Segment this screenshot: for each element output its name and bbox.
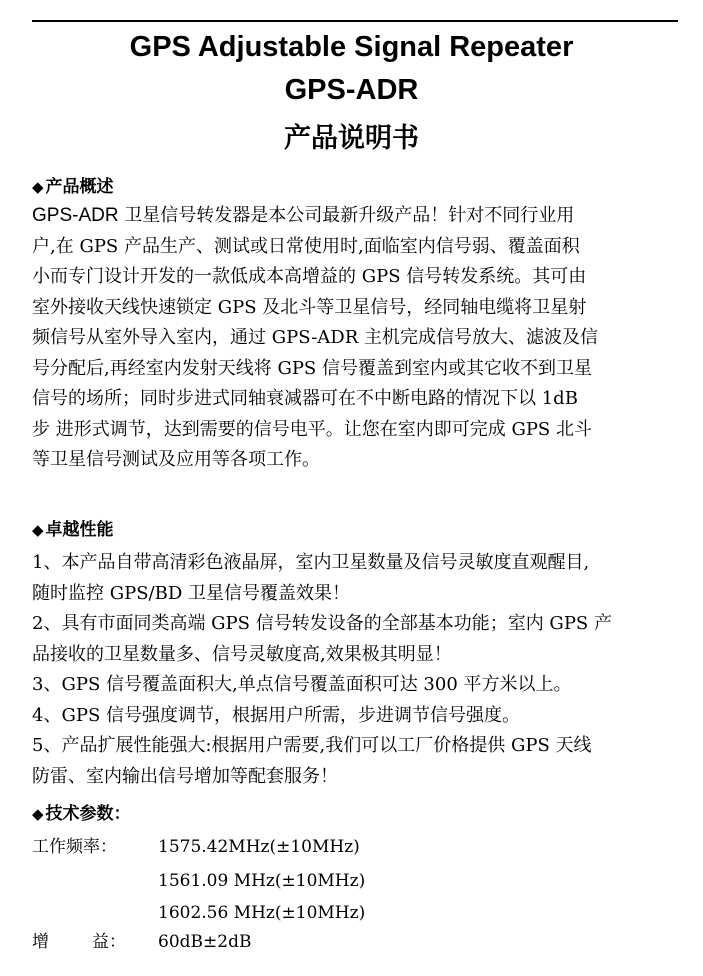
overview-line: 室外接收天线快速锁定 GPS 及北斗等卫星信号，经同轴电缆将卫星射 (32, 296, 587, 318)
feature-line: 2、具有市面同类高端 GPS 信号转发设备的全部基本功能；室内 GPS 产 (32, 613, 612, 634)
feature-line: 3、GPS 信号覆盖面积大,单点信号覆盖面积可达 300 平方米以上。 (32, 674, 572, 695)
overview-heading-text: 产品概述 (45, 177, 114, 197)
product-title: GPS Adjustable Signal Repeater (129, 31, 574, 63)
overview-heading (32, 176, 114, 198)
feature-line: 品接收的卫星数量多、信号灵敏度高,效果极其明显！ (32, 643, 452, 665)
features-heading (32, 519, 114, 541)
features-list (32, 548, 682, 792)
overview-line: 步 进形式调节，达到需要的信号电平。让您在室内即可完成 GPS 北斗 (32, 418, 592, 440)
overview-line: 小而专门设计开发的一款低成本高增益的 GPS 信号转发系统。其可由 (32, 266, 587, 287)
overview-lead: GPS-ADR (32, 205, 119, 226)
feature-line: 5、产品扩展性能强大:根据用户需要,我们可以工厂价格提供 GPS 天线 (32, 735, 592, 756)
feature-line: 随时监控 GPS/BD 卫星信号覆盖效果！ (32, 582, 350, 604)
top-rule (32, 20, 678, 22)
diamond-bullet-icon: ◆ (32, 805, 44, 823)
manual-subtitle: 产品说明书 (284, 123, 419, 154)
overview-paragraph (32, 201, 682, 476)
overview-line: 信号的场所；同时步进式同轴衰减器可在不中断电路的情况下以 1dB (32, 388, 578, 409)
diamond-bullet-icon: ◆ (32, 178, 44, 196)
overview-line: 频信号从室外导入室内，通过 GPS-ADR 主机完成信号放大、滤波及信 (32, 327, 598, 348)
diamond-bullet-icon: ◆ (32, 521, 44, 539)
spec-gain-value: 60dB±2dB (158, 932, 252, 952)
specs-heading (32, 803, 131, 825)
spec-gain-label-first: 增 (32, 932, 49, 952)
overview-line: 号分配后,再经室内发射天线将 GPS 信号覆盖到室内或其它收不到卫星 (32, 357, 592, 379)
spec-frequency-value: 1561.09 MHz(±10MHz) (158, 871, 366, 891)
spec-frequency-value: 1602.56 MHz(±10MHz) (158, 903, 366, 923)
specs-heading-text: 技术参数： (45, 804, 131, 824)
features-heading-text: 卓越性能 (45, 520, 114, 540)
product-model: GPS-ADR (284, 74, 419, 106)
overview-line: GPS-ADR 卫星信号转发器是本公司最新升级产品！针对不同行业用 (32, 205, 575, 226)
overview-line: 等卫星信号测试及应用等各项工作。 (32, 449, 320, 470)
feature-line: 防雷、室内输出信号增加等配套服务！ (32, 765, 338, 787)
spec-frequency-value: 1575.42MHz(±10MHz) (158, 837, 360, 857)
spec-gain-label-second: 益： (92, 932, 126, 952)
feature-line: 1、本产品自带高清彩色液晶屏，室内卫星数量及信号灵敏度直观醒目, (32, 552, 590, 573)
overview-line: 户,在 GPS 产品生产、测试或日常使用时,面临室内信号弱、覆盖面积 (32, 235, 580, 257)
spec-frequency-label: 工作频率： (32, 837, 117, 857)
feature-line: 4、GPS 信号强度调节，根据用户所需，步进调节信号强度。 (32, 704, 520, 726)
